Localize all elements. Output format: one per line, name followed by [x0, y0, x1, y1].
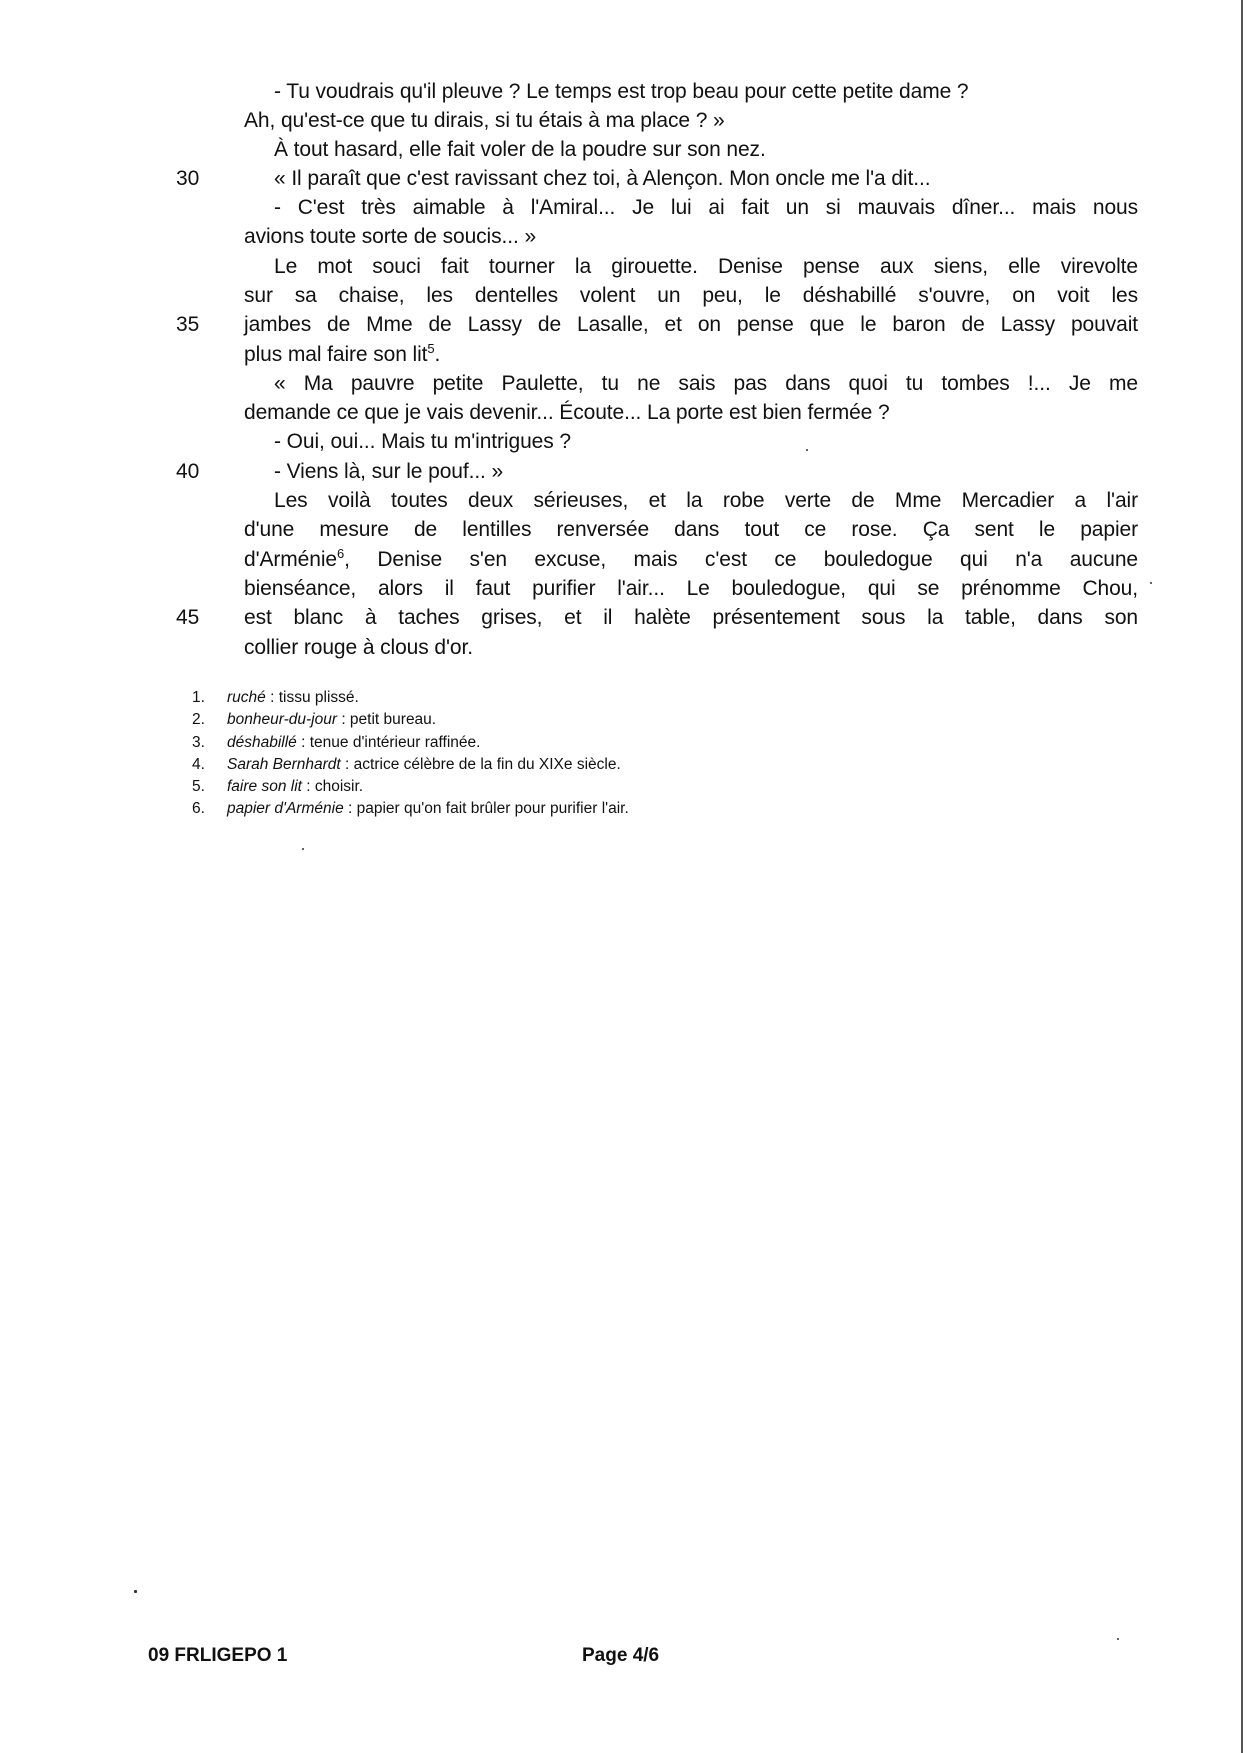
scan-speck	[134, 1590, 137, 1593]
footnote-term: faire son lit	[227, 778, 302, 795]
footnote-term: bonheur-du-jour	[227, 711, 338, 728]
text-line	[244, 341, 1138, 369]
text-line: - Viens là, sur le pouf... »	[274, 460, 504, 483]
text-line: jambes de Mme de Lassy de Lasalle, et on pense que le baron de Lassy pouvait	[244, 313, 1138, 336]
line-number: 35	[176, 313, 200, 336]
line-number: 45	[176, 606, 200, 629]
scan-speck	[806, 449, 808, 451]
text-line: Les voilà toutes deux sérieuses, et la robe verte de Mme Mercadier a l'air	[274, 489, 1138, 512]
footnote-number: 2.	[192, 711, 205, 728]
text-line: sur sa chaise, les dentelles volent un peu, le déshabillé s'ouvre, on voit les	[244, 284, 1138, 307]
text-fragment: plus mal faire son lit	[244, 343, 428, 366]
scan-speck	[1150, 582, 1152, 584]
scan-speck	[302, 848, 304, 850]
footnote	[192, 710, 436, 730]
footnote	[192, 755, 621, 775]
text-line: demande ce que je vais devenir... Écoute... La porte est bien fermée ?	[244, 401, 890, 424]
footnote-definition: : papier qu'on fait brûler pour purifier l'air.	[343, 800, 629, 817]
scan-edge-line	[1241, 0, 1243, 1753]
text-line: d'une mesure de lentilles renversée dans tout ce rose. Ça sent le papier	[244, 518, 1138, 541]
text-line: - Oui, oui... Mais tu m'intrigues ?	[274, 430, 571, 453]
text-line: « Ma pauvre petite Paulette, tu ne sais pas dans quoi tu tombes !... Je me	[274, 372, 1138, 395]
page-number: Page 4/6	[582, 1645, 660, 1666]
footnote-number: 5.	[192, 778, 205, 795]
text-line: avions toute sorte de soucis... »	[244, 225, 537, 248]
footnote-number: 3.	[192, 734, 205, 751]
footnote	[192, 733, 480, 753]
line-number: 40	[176, 460, 200, 483]
document-code: 09 FRLIGEPO 1	[148, 1645, 288, 1666]
footnote-definition: : tissu plissé.	[265, 689, 359, 706]
footnote-term: ruché	[227, 689, 266, 706]
text-line	[244, 546, 1138, 574]
text-line: Le mot souci fait tourner la girouette. Denise pense aux siens, elle virevolte	[274, 255, 1138, 278]
footnote-term: papier d'Arménie	[227, 800, 344, 817]
footnote	[192, 688, 359, 708]
scan-speck	[1117, 1638, 1119, 1640]
footnote-term: déshabillé	[227, 734, 297, 751]
footnote-ref-6: 6	[337, 546, 345, 561]
text-line: À tout hasard, elle fait voler de la poudre sur son nez.	[274, 138, 766, 161]
text-fragment: .	[434, 343, 441, 366]
footnote-definition: : tenue d'intérieur raffinée.	[296, 734, 481, 751]
footnote-number: 6.	[192, 800, 205, 817]
text-line: est blanc à taches grises, et il halète présentement sous la table, dans son	[244, 606, 1138, 629]
text-line: « Il paraît que c'est ravissant chez toi, à Alençon. Mon oncle me l'a dit...	[274, 167, 931, 190]
footnote	[192, 777, 363, 797]
line-number: 30	[176, 167, 200, 190]
text-line: bienséance, alors il faut purifier l'air... Le bouledogue, qui se prénomme Chou,	[244, 577, 1138, 600]
text-line: - Tu voudrais qu'il pleuve ? Le temps est trop beau pour cette petite dame ?	[274, 80, 969, 103]
footnote-definition: : choisir.	[301, 778, 364, 795]
footnote-definition: : petit bureau.	[337, 711, 437, 728]
text-fragment: d'Arménie	[244, 548, 337, 571]
footnote-term: Sarah Bernhardt	[227, 756, 341, 773]
text-fragment: , Denise s'en excuse, mais c'est ce bouledogue qui n'a aucune	[344, 548, 1138, 571]
footnote-number: 1.	[192, 689, 205, 706]
footnote	[192, 799, 629, 819]
footnote-definition: : actrice célèbre de la fin du XIXe siècle.	[340, 756, 621, 773]
footnote-ref-5: 5	[427, 341, 435, 356]
footnote-number: 4.	[192, 756, 205, 773]
text-line: Ah, qu'est-ce que tu dirais, si tu étais à ma place ? »	[244, 109, 725, 132]
text-line: collier rouge à clous d'or.	[244, 636, 473, 659]
text-line: - C'est très aimable à l'Amiral... Je lui ai fait un si mauvais dîner... mais nous	[274, 196, 1138, 219]
